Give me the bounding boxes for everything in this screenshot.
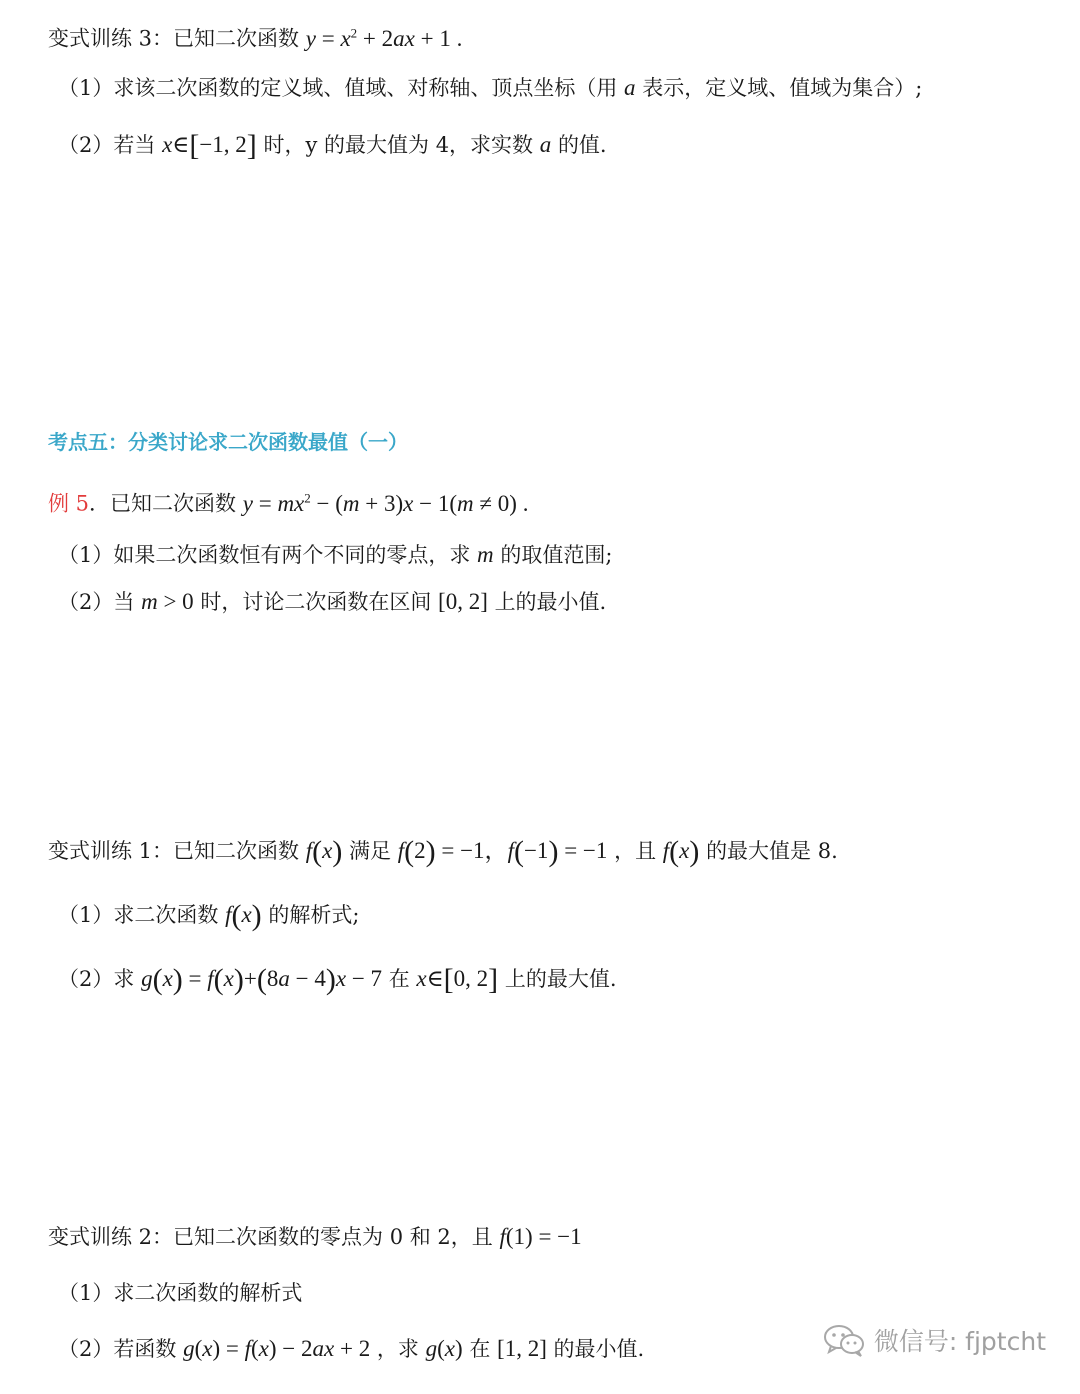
example5-question-2: （2）当 m > 0 时，讨论二次函数在区间 [0, 2] 上的最小值. (58, 589, 607, 614)
variant2-question-2: （2）若函数 g(x) = f(x) − 2ax + 2 ，求 g(x) 在 [1, 2] 的最小值. (58, 1336, 645, 1361)
formula-quadratic-1: $y = x^2 + 2ax + 1$ . (305, 25, 463, 51)
section-heading: 考点五：分类讨论求二次函数最值（一） (48, 430, 408, 454)
example5-label: 例 5 (48, 491, 90, 516)
watermark (822, 1322, 1046, 1358)
variant2-question-1: （1）求二次函数的解析式 (58, 1281, 303, 1305)
variant1-question-1: （1）求二次函数 f(x) 的解析式; (58, 899, 360, 932)
example5-question-1: （1）如果二次函数恒有两个不同的零点，求 m 的取值范围; (58, 542, 613, 567)
variant1-title: 变式训练 1：已知二次函数 f(x) 满足 f(2) = −1，f(−1) = −1 ，且 f(x) 的最大值是 8. (48, 835, 838, 868)
variant2-title: 变式训练 2：已知二次函数的零点为 0 和 2，且 f(1) = −1 (48, 1224, 582, 1249)
variant3-title: 变式训练 3：已知二次函数 $y = x^2 + 2ax + 1$ . (48, 25, 463, 51)
variant3-question-2: （2）若当 x∈[−1, 2] 时，y 的最大值为 4，求实数 a 的值. (58, 129, 607, 162)
variant3-question-1: （1）求该二次函数的定义域、值域、对称轴、顶点坐标（用 a 表示，定义域、值域为集合）; (58, 75, 923, 100)
watermark-text: 微信号: fjptcht (873, 1327, 1046, 1356)
formula-quadratic-2: $y = mx^2 - (m + 3)x - 1(m \ne 0)$ . (242, 490, 529, 516)
wechat-icon (822, 1322, 866, 1358)
variant1-question-2: （2）求 g(x) = f(x)+(8a − 4)x − 7 在 x∈[0, 2] 上的最大值. (58, 963, 617, 996)
example5-title: 例 5．已知二次函数 $y = mx^2 - (m + 3)x - 1(m \ne 0)$ . (48, 490, 529, 516)
